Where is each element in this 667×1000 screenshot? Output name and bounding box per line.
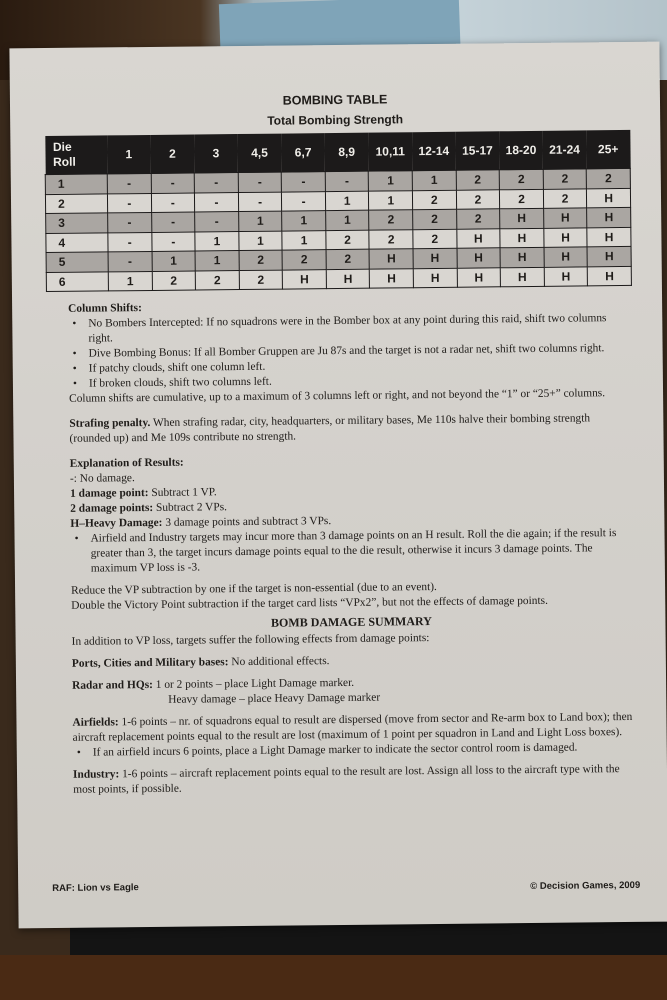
rules-sheet	[9, 42, 667, 929]
result-cell: H	[544, 227, 588, 247]
summary-intro: In addition to VP loss, targets suffer the following effects from damage points:	[71, 632, 430, 648]
die-roll-header	[45, 135, 107, 174]
result-cell: 1	[412, 170, 456, 190]
bombing-table-body	[45, 168, 631, 291]
result-cell: H	[500, 247, 544, 267]
die-roll-header-line2: Roll	[53, 154, 76, 169]
summary-label: Radar and HQs:	[72, 678, 153, 692]
result-cell: H	[588, 266, 632, 286]
die-roll-cell: 6	[46, 271, 108, 291]
result-cell: 2	[326, 230, 370, 250]
bullet-icon: •	[72, 347, 77, 360]
summary-text: 1-6 points – nr. of squadrons equal to result are dispersed (move from sector and Re-arm box to Land box); then aircraft replacement points equal to the result are lost (maximum of 1 point per squadron in Land and Light Loss boxes).	[72, 710, 633, 744]
result-cell: 2	[456, 189, 500, 209]
result-cell: 2	[499, 169, 543, 189]
result-cell: H	[370, 249, 414, 269]
result-cell: 1	[239, 231, 283, 251]
result-cell: 1	[195, 251, 239, 271]
result-cell: H	[370, 268, 414, 288]
column-header: 2	[150, 134, 194, 173]
result-cell: H	[500, 208, 544, 228]
bomb-damage-summary-heading: BOMB DAMAGE SUMMARY	[270, 614, 432, 630]
result-cell: -	[238, 192, 282, 212]
result-cell: H	[587, 188, 631, 208]
result-cell: 2	[413, 209, 457, 229]
result-cell: 1	[282, 230, 326, 250]
die-roll-cell: 2	[45, 193, 107, 213]
result-cell: -	[151, 231, 195, 251]
result-cell: 1	[108, 271, 152, 291]
result-cell: 1	[238, 211, 282, 231]
result-text: Subtract 1 VP.	[148, 486, 217, 499]
result-cell: H	[457, 267, 501, 287]
column-header: 18-20	[499, 131, 543, 170]
result-cell: 2	[195, 270, 239, 290]
footer-copyright: © Decision Games, 2009	[530, 879, 641, 893]
result-cell: H	[456, 228, 500, 248]
bullet-icon: •	[76, 746, 81, 759]
bombing-table-title: BOMBING TABLE	[282, 92, 388, 108]
result-cell: 2	[369, 210, 413, 230]
column-header: 25+	[586, 130, 630, 169]
column-header: 6,7	[281, 133, 325, 172]
result-cell: -	[282, 191, 326, 211]
result-cell: -	[108, 232, 152, 252]
summary-label: Ports, Cities and Military bases:	[71, 656, 229, 670]
result-cell: H	[544, 247, 588, 267]
result-cell: 1	[325, 191, 369, 211]
result-cell: H	[500, 267, 544, 287]
result-label: 2 damage points:	[70, 501, 154, 515]
column-shifts-heading: Column Shifts:	[68, 302, 142, 315]
result-cell: 2	[456, 209, 500, 229]
strafing-text: When strafing radar, city, headquarters, or military bases, Me 110s halve their bombing strength (rounded up) and Me 109s contribute no strength.	[69, 412, 591, 445]
result-cell: H	[326, 269, 370, 289]
result-cell: H	[543, 208, 587, 228]
column-header: 12-14	[412, 132, 456, 171]
summary-label: Airfields:	[72, 716, 119, 729]
result-cell: 2	[326, 249, 370, 269]
explanation-heading: Explanation of Results:	[69, 456, 184, 470]
reduce-vp-rule: Reduce the VP subtraction by one if the target is non-essential (due to an event).	[71, 580, 437, 597]
strafing-label: Strafing penalty.	[69, 416, 151, 430]
result-cell: 1	[326, 210, 370, 230]
result-cell: H	[500, 228, 544, 248]
column-shift-text: No Bombers Intercepted: If no squadrons were in the Bomber box at any point during this raid, shift two columns right.	[88, 312, 607, 345]
result-cell: H	[457, 248, 501, 268]
result-cell: -	[108, 212, 152, 232]
result-cell: H	[544, 266, 588, 286]
bullet-icon: •	[72, 377, 77, 390]
column-header: 1	[107, 135, 151, 174]
column-header: 4,5	[238, 134, 282, 173]
column-header: 21-24	[543, 130, 587, 169]
column-shift-text: If patchy clouds, shift one column left.	[88, 360, 266, 375]
summary-text: 1-6 points – aircraft replacement points equal to the result are lost. Assign all loss to the aircraft type with the most points, if possible.	[73, 763, 620, 796]
bombing-table-header	[45, 130, 630, 175]
result-text: 3 damage points and subtract 3 VPs.	[162, 515, 332, 529]
footer-game-title: RAF: Lion vs Eagle	[52, 882, 139, 895]
column-header: 3	[194, 134, 238, 173]
airfield-damage-text: If an airfield incurs 6 points, place a Light Damage marker to indicate the sector control room is damaged.	[92, 741, 578, 759]
column-header: 8,9	[325, 133, 369, 172]
summary-radar-heavy: Heavy damage – place Heavy Damage marker	[168, 691, 381, 706]
result-cell: -	[108, 251, 152, 271]
double-vp-rule: Double the Victory Point subtraction if the target card lists “VPx2”, but not the effects of damage points.	[71, 594, 548, 612]
result-cell: 1	[369, 171, 413, 191]
result-cell: 1	[152, 251, 196, 271]
summary-industry	[73, 762, 633, 798]
column-shift-text: Dive Bombing Bonus: If all Bomber Gruppen are Ju 87s and the target is not a radar net, shift two columns right.	[88, 342, 605, 360]
result-cell: 2	[543, 169, 587, 189]
die-roll-cell: 4	[46, 232, 108, 252]
column-shifts-note: Column shifts are cumulative, up to a maximum of 3 columns left or right, and not beyond the “1” or “25+” columns.	[69, 387, 606, 405]
result-cell: -	[238, 172, 282, 192]
column-header: 15-17	[455, 131, 499, 170]
background-bottom	[0, 955, 667, 1000]
result-cell: 2	[413, 229, 457, 249]
result-cell: -	[107, 173, 151, 193]
result-cell: 2	[412, 190, 456, 210]
result-cell: 1	[195, 231, 239, 251]
result-cell: -	[151, 212, 195, 232]
result-label: 1 damage point:	[70, 486, 149, 500]
rules-text	[68, 296, 633, 798]
die-roll-header-line1: Die	[52, 139, 72, 154]
result-cell: 2	[152, 270, 196, 290]
result-text: Subtract 2 VPs.	[153, 501, 228, 514]
bombing-table-subtitle: Total Bombing Strength	[267, 112, 404, 128]
bombing-table	[44, 130, 632, 292]
result-cell: 2	[282, 250, 326, 270]
summary-label: Industry:	[72, 768, 120, 781]
bullet-icon: •	[74, 532, 79, 545]
column-header: 10,11	[368, 132, 412, 171]
result-cell: -	[195, 212, 239, 232]
result-cell: -	[107, 193, 151, 213]
result-cell: 2	[543, 188, 587, 208]
result-cell: H	[587, 227, 631, 247]
bullet-icon: •	[72, 362, 77, 375]
result-label: H–Heavy Damage:	[70, 516, 163, 530]
result-cell: -	[195, 192, 239, 212]
result-cell: 2	[500, 189, 544, 209]
result-cell: H	[587, 207, 631, 227]
result-cell: -	[151, 192, 195, 212]
result-cell: -	[325, 171, 369, 191]
result-cell: 2	[456, 170, 500, 190]
result-cell: H	[283, 269, 327, 289]
column-shift-text: If broken clouds, shift two columns left.	[88, 375, 272, 390]
summary-text: No additional effects.	[228, 655, 330, 669]
result-no-damage: -: No damage.	[69, 472, 135, 485]
result-cell: 2	[369, 229, 413, 249]
result-cell: H	[413, 268, 457, 288]
summary-text: 1 or 2 points – place Light Damage marker.	[152, 676, 355, 691]
bullet-icon: •	[72, 317, 77, 330]
die-roll-cell: 1	[45, 174, 107, 194]
result-cell: 1	[282, 211, 326, 231]
die-roll-cell: 3	[46, 213, 108, 233]
result-cell: -	[194, 173, 238, 193]
heavy-damage-item	[70, 526, 630, 577]
result-cell: 1	[369, 190, 413, 210]
die-roll-cell: 5	[46, 252, 108, 272]
result-cell: -	[282, 172, 326, 192]
result-cell: -	[151, 173, 195, 193]
heavy-damage-text: Airfield and Industry targets may incur more than 3 damage points on an H result. Roll the die again; if the result is greater than 3, the target incurs damage points equal to the die result, otherwise it incurs 3 damage points. The maximum VP loss is -3.	[90, 527, 617, 575]
result-cell: 2	[239, 270, 283, 290]
result-cell: 2	[587, 168, 631, 188]
result-cell: H	[587, 246, 631, 266]
result-cell: H	[413, 248, 457, 268]
result-cell: 2	[239, 250, 283, 270]
